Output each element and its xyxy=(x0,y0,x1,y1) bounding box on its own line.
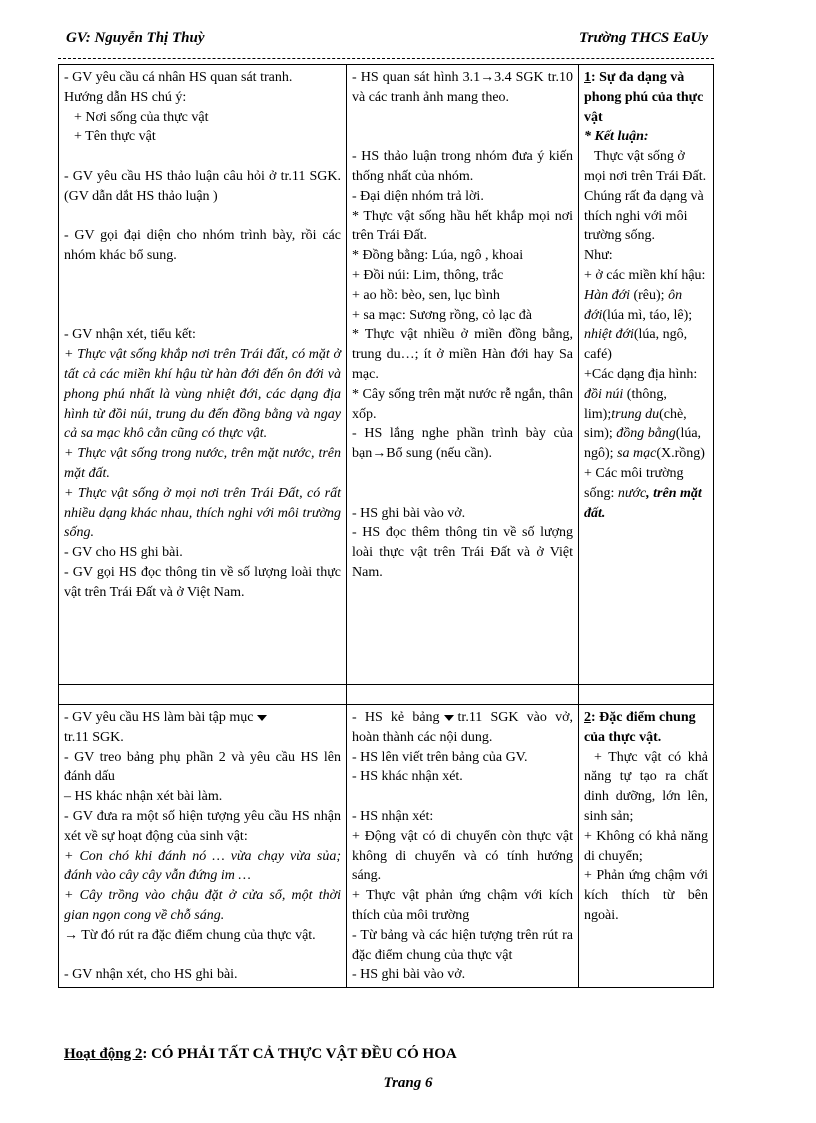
list-item: * Thực vật nhiều ở miền đồng bằng, trung du…; ít ở miền Hàn đới hay Sa mạc. xyxy=(352,327,573,382)
table-row xyxy=(59,65,714,685)
list-item: - GV gọi HS đọc thông tin về số lượng loài thực vật trên Trái Đất và ở Việt Nam. xyxy=(64,564,341,600)
list-item: - Đại diện nhóm trả lời. xyxy=(352,188,484,204)
paragraph: + ở các miền khí hậu: Hàn đới (rêu); ôn đới(lúa mì, táo, lê); nhiệt đới(lúa, ngô, café) xyxy=(584,267,706,363)
list-item: → Từ đó rút ra đặc điểm chung của thực vật. xyxy=(64,927,316,943)
paragraph: + Các môi trường sống: nước, trên mặt đất. xyxy=(584,465,702,521)
list-item: - GV treo bảng phụ phần 2 và yêu cầu HS lên đánh dấu xyxy=(64,749,341,785)
school-name: Trường THCS EaUy xyxy=(579,30,708,46)
content-cell xyxy=(579,65,714,685)
list-item: + Tên thực vật xyxy=(74,129,156,145)
list-item: – HS khác nhận xét bài làm. xyxy=(64,789,223,805)
list-item: - GV yêu cầu HS làm bài tập mục xyxy=(64,708,341,728)
paragraph: Thực vật sống ở mọi nơi trên Trái Đất. Chúng rất đa dạng và thích nghi với môi trường sống. xyxy=(584,149,707,244)
student-activity-cell xyxy=(347,65,579,685)
table-row xyxy=(59,685,714,705)
list-item: - HS lên viết trên bảng của GV. xyxy=(352,749,528,765)
conclusion-label: * Kết luận: xyxy=(584,129,649,145)
teacher-activity-cell xyxy=(59,705,347,988)
list-item: - GV cho HS ghi bài. xyxy=(64,545,183,561)
list-item: + Nơi sống của thực vật xyxy=(74,109,209,125)
spacer-cell xyxy=(59,685,347,705)
list-item: - GV yêu cầu HS thảo luận câu hỏi ở tr.11 SGK.(GV dẫn dắt HS thảo luận ) xyxy=(64,168,341,204)
list-item: + ao hồ: bèo, sen, lục bình xyxy=(352,287,500,303)
paragraph: + Thực vật có khả năng tự tạo ra chất dinh dưỡng, lớn lên, sinh sản; xyxy=(584,749,708,824)
list-item: - HS quan sát hình 3.1→3.4 SGK tr.10 và các tranh ảnh mang theo. xyxy=(352,70,573,105)
paragraph: + Không có khả năng di chuyển; xyxy=(584,828,708,864)
spacer-cell xyxy=(579,685,714,705)
spacer-cell xyxy=(347,685,579,705)
list-item: + Thực vật sống khắp nơi trên Trái đất, có mặt ở tất cả các miền khí hậu từ hàn đới đến ôn đới và phong phú nhất là vùng nhiệt đới, các dạng địa hình từ đồi núi, trung du đến đồng bằng và ngay cả sa mạc khô cằn cũng có thực vật. xyxy=(64,347,341,442)
list-item: + Thực vật sống trong nước, trên mặt nước, trên mặt đất. xyxy=(64,446,341,481)
list-item: + Cây trồng vào chậu đặt ở cửa sổ, một thời gian ngọn cong về chỗ sáng. xyxy=(64,888,341,923)
page-number: Trang 6 xyxy=(383,1075,433,1091)
section-title: 1: Sự đa dạng và phong phú của thực vật xyxy=(584,70,704,125)
paragraph: + Phản ứng chậm với kích thích từ bên ngoài. xyxy=(584,868,708,923)
list-item: Hướng dẫn HS chú ý: xyxy=(64,89,187,105)
activity-heading: Hoạt động 2: CÓ PHẢI TẤT CẢ THỰC VẬT ĐỀU CÓ HOA xyxy=(64,1046,457,1062)
list-item: - HS lắng nghe phần trình bày của bạn→Bổ sung (nếu cần). xyxy=(352,426,573,462)
lesson-table xyxy=(58,64,714,988)
teacher-activity-cell xyxy=(59,65,347,685)
list-item: * Cây sống trên mặt nước rễ ngắn, thân xốp. xyxy=(352,386,573,422)
list-item: tr.11 SGK. xyxy=(64,729,124,745)
list-item: - HS đọc thêm thông tin về số lượng loài thực vật trên Trái Đất và ở Việt Nam. xyxy=(352,525,573,580)
list-item: - GV yêu cầu cá nhân HS quan sát tranh. xyxy=(64,70,293,85)
list-item: - HS kẻ bảng tr.11 SGK vào vở, hoàn thành các nội dung. xyxy=(352,710,573,745)
list-item: - GV đưa ra một số hiện tượng yêu cầu HS nhận xét về sự hoạt động của sinh vật: xyxy=(64,808,341,844)
list-item: * Thực vật sống hầu hết khắp mọi nơi trên Trái Đất. xyxy=(352,208,573,244)
triangle-down-icon xyxy=(444,715,454,721)
list-item: + sa mạc: Sương rồng, cỏ lạc đà xyxy=(352,307,532,323)
list-item: - GV nhận xét, tiểu kết: xyxy=(64,327,196,343)
header-divider xyxy=(58,58,714,59)
section-title: 2: Đặc điểm chung của thực vật. xyxy=(584,710,696,745)
list-item: - HS thảo luận trong nhóm đưa ý kiến thống nhất của nhóm. xyxy=(352,149,573,184)
content-cell xyxy=(579,705,714,988)
list-item: + Con chó khi đánh nó … vừa chạy vừa sủa; đánh vào cây cây vẫn đứng im … xyxy=(64,848,341,884)
triangle-down-icon xyxy=(257,715,267,721)
teacher-name: GV: Nguyễn Thị Thuỳ xyxy=(66,30,205,46)
list-item: * Đồng bằng: Lúa, ngô , khoai xyxy=(352,248,524,264)
list-item: + Thực vật phản ứng chậm với kích thích của môi trường xyxy=(352,888,573,923)
paragraph: +Các dạng địa hình: đồi núi (thông, lim);trung du(chè, sim); đồng bằng(lúa, ngô); sa mạc(X.rồng) xyxy=(584,366,705,462)
list-item: - GV gọi đại diện cho nhóm trình bày, rồi các nhóm khác bổ sung. xyxy=(64,228,341,264)
list-item: - GV nhận xét, cho HS ghi bài. xyxy=(64,967,238,983)
list-item: - Từ bảng và các hiện tượng trên rút ra đặc điểm chung của thực vật xyxy=(352,927,573,963)
list-item: - HS khác nhận xét. xyxy=(352,769,463,785)
student-activity-cell xyxy=(347,705,579,988)
paragraph: Như: xyxy=(584,248,613,264)
list-item: - HS ghi bài vào vở. xyxy=(352,967,466,983)
list-item: - HS ghi bài vào vở. xyxy=(352,505,466,521)
list-item: - HS nhận xét: xyxy=(352,808,434,824)
table-row xyxy=(59,705,714,988)
list-item: + Động vật có di chuyển còn thực vật không di chuyển và có tính hướng sáng. xyxy=(352,828,573,884)
list-item: + Đồi núi: Lim, thông, trắc xyxy=(352,267,504,283)
list-item: + Thực vật sống ở mọi nơi trên Trái Đất, có rất nhiều dạng khác nhau, thích nghi với môi trường sống. xyxy=(64,485,341,541)
page-header xyxy=(58,30,758,52)
